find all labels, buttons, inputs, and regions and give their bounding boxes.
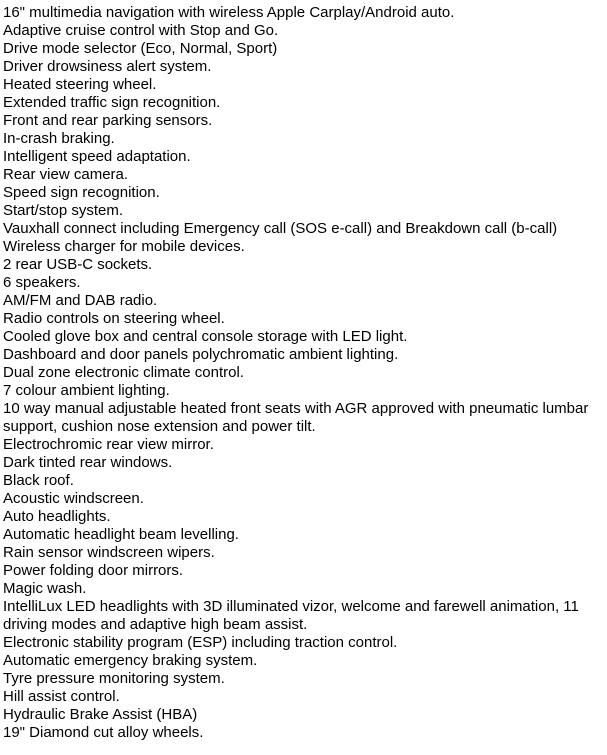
- feature-item: Tyre pressure monitoring system.: [3, 670, 225, 687]
- feature-item: AM/FM and DAB radio.: [3, 292, 158, 309]
- feature-item: Dark tinted rear windows.: [3, 454, 173, 471]
- feature-list: [3, 4, 603, 742]
- feature-item: Radio controls on steering wheel.: [3, 310, 225, 327]
- feature-item: Start/stop system.: [3, 202, 124, 219]
- feature-item: Dashboard and door panels polychromatic ambient lighting.: [3, 346, 399, 363]
- feature-item: Dual zone electronic climate control.: [3, 364, 244, 381]
- feature-item: Magic wash.: [3, 580, 87, 597]
- feature-item: Heated steering wheel.: [3, 76, 157, 93]
- feature-item: Drive mode selector (Eco, Normal, Sport): [3, 40, 278, 57]
- feature-item: 16" multimedia navigation with wireless Apple Carplay/Android auto.: [3, 4, 455, 21]
- feature-item: 7 colour ambient lighting.: [3, 382, 170, 399]
- feature-item: 10 way manual adjustable heated front seats with AGR approved with pneumatic lumbar support, cushion nose extension and power tilt.: [3, 400, 589, 435]
- feature-item: 2 rear USB-C sockets.: [3, 256, 153, 273]
- feature-item: Wireless charger for mobile devices.: [3, 238, 245, 255]
- feature-item: Speed sign recognition.: [3, 184, 160, 201]
- feature-item: Power folding door mirrors.: [3, 562, 184, 579]
- feature-item: Rear view camera.: [3, 166, 129, 183]
- feature-item: Black roof.: [3, 472, 74, 489]
- feature-item: Cooled glove box and central console storage with LED light.: [3, 328, 408, 345]
- feature-item: Acoustic windscreen.: [3, 490, 144, 507]
- feature-item: 19" Diamond cut alloy wheels.: [3, 724, 204, 741]
- feature-item: IntelliLux LED headlights with 3D illuminated vizor, welcome and farewell animation, 11 driving modes and adaptive high beam assist.: [3, 598, 579, 633]
- feature-item: Driver drowsiness alert system.: [3, 58, 212, 75]
- feature-item: Electrochromic rear view mirror.: [3, 436, 214, 453]
- feature-item: Adaptive cruise control with Stop and Go.: [3, 22, 279, 39]
- feature-item: Rain sensor windscreen wipers.: [3, 544, 215, 561]
- feature-item: Front and rear parking sensors.: [3, 112, 213, 129]
- feature-item: 6 speakers.: [3, 274, 81, 291]
- feature-item: Electronic stability program (ESP) including traction control.: [3, 634, 398, 651]
- feature-item: Extended traffic sign recognition.: [3, 94, 221, 111]
- feature-item: Intelligent speed adaptation.: [3, 148, 191, 165]
- feature-item: In-crash braking.: [3, 130, 115, 147]
- feature-item: Hill assist control.: [3, 688, 120, 705]
- feature-item: Automatic emergency braking system.: [3, 652, 258, 669]
- feature-item: Hydraulic Brake Assist (HBA): [3, 706, 198, 723]
- feature-item: Automatic headlight beam levelling.: [3, 526, 239, 543]
- feature-item: Vauxhall connect including Emergency call (SOS e-call) and Breakdown call (b-call): [3, 220, 558, 237]
- feature-item: Auto headlights.: [3, 508, 111, 525]
